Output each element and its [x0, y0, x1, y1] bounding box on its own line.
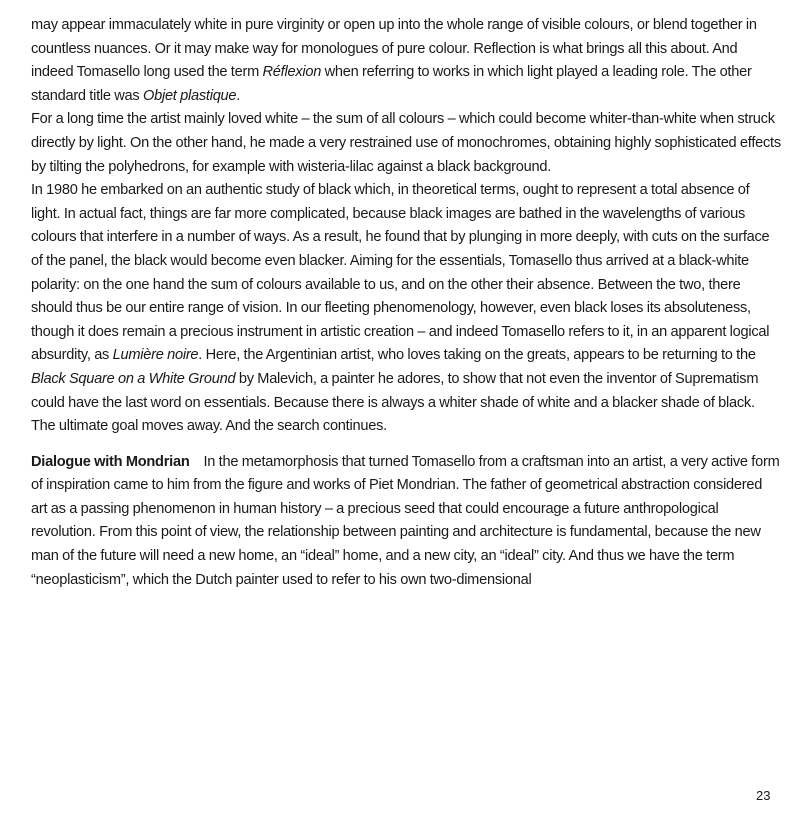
section-reflection: [31, 14, 781, 439]
italic-title-objet-plastique: Objet plastique: [142, 87, 237, 104]
text-run: In 1980 he embarked on an authentic study of black which, in theoretical terms, ought to represent a total absence of light. In actual fact, things are far more complicated, because black images are bathed in the wavelengths of various colours that interfere in a number of ways. As a result, he found that by plunging in more deeply, with cuts on the surface of the panel, the black would become even blacker. Aiming for the essentials, Tomasello thus arrived at a black-white polarity: on the one hand the sum of colours available to us, and on the other their absence. Between the two, there should thus be our entire range of vision. In our fleeting phenomenology, however, even black loses its absoluteness, though it does remain a precious instrument in artistic creation – and indeed Tomasello refers to it, in an apparent logical absurdity, as: [31, 182, 770, 364]
page-body: [31, 14, 781, 592]
paragraph-black: [31, 179, 781, 439]
page-number: 23: [756, 788, 771, 803]
text-run: may appear immaculately white in pure virginity or open up into the whole range of visible colours, or blend together in countless nuances. Or it may make way for monologues of pure colour. Reflection is what brings all this about. And indeed Tomasello long used the term: [31, 17, 757, 81]
italic-title-black-square: Black Square on a White Ground: [31, 370, 236, 387]
italic-title-reflexion: Réflexion: [262, 64, 322, 81]
text-run: by Malevich, a painter he adores, to show that not even the inventor of Suprematism could have the last word on essentials. Because there is always a whiter shade of white and a blacker shade of black. The ultimate goal moves away. And the search continues.: [31, 370, 759, 435]
text-run: .: [236, 87, 241, 104]
paragraph-mondrian: [31, 451, 781, 593]
section-heading: Dialogue with Mondrian: [31, 453, 190, 470]
text-run: . Here, the Argentinian artist, who loves taking on the greats, appears to be returning to the: [198, 347, 756, 364]
italic-title-lumiere-noire: Lumière noire: [112, 347, 199, 364]
paragraph-white: For a long time the artist mainly loved white – the sum of all colours – which could become whiter-than-white when struck directly by light. On the other hand, he made a very restrained use of monochromes, obtaining highly sophisticated effects by tilting the polyhedrons, for example with wisteria-lilac against a black background.: [31, 111, 781, 175]
text-run: In the metamorphosis that turned Tomasello from a craftsman into an artist, a very active form of inspiration came to him from the figure and works of Piet Mondrian. The father of geometrical abstraction considered art as a passing phenomenon in human history – a precious seed that could encourage a future anthropological revolution. From this point of view, the relationship between painting and architecture is fundamental, because the new man of the future will need a new home, an “ideal” home, and a new city, an “ideal” city. And thus we have the term “neoplasticism”, which the Dutch painter used to refer to his own two-dimensional: [31, 453, 780, 588]
paragraph-reflection: [31, 14, 781, 108]
section-mondrian: [31, 451, 781, 593]
text-run: when referring to works in which light played a leading role. The other standard title was: [31, 64, 752, 104]
